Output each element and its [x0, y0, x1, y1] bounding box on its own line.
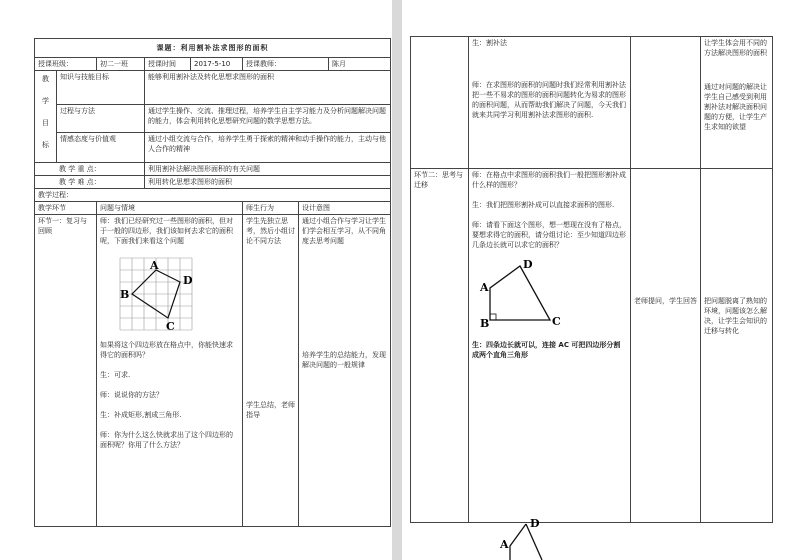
teacher-label: 授课教师： [243, 58, 329, 71]
vertex-a: A [500, 538, 509, 551]
class-value: 初二一班 [97, 58, 145, 71]
vertex-c: C [552, 315, 561, 328]
lesson-plan-table-continued [410, 36, 773, 523]
lesson-plan-table [34, 38, 391, 527]
page-title: 课题：利用割补法求图形的面积 [35, 39, 391, 58]
action-cell: 学生先独立思考，然后小组讨论不同方法 学生总结，老师指导 [243, 215, 299, 527]
header-action: 师生行为 [243, 202, 299, 215]
goal-text: 通过学生操作、交流、推理过程，培养学生自主学习能力及分析问题解决问题的能力，体会利用转化思想研究问题的数学思想方法。 [145, 105, 391, 133]
right-page [402, 0, 794, 560]
header-question: 问题与情境 [97, 202, 243, 215]
vertex-a: A [480, 281, 489, 294]
class-label: 授课班级： [35, 58, 97, 71]
goal-text: 通过小组交流与合作，培养学生勇于探索的精神和动手操作的能力，主动与他人合作的精神 [145, 133, 391, 163]
quadrilateral-figure-partial [490, 516, 570, 560]
header-intent: 设计意图 [299, 202, 391, 215]
vertex-a: A [150, 259, 159, 272]
grid-quadrilateral-figure [100, 256, 210, 332]
vertex-b: B [480, 317, 490, 330]
key-point-label: 教 学 重 点： [35, 163, 145, 176]
action-cell: 老师提问，学生回答 [631, 169, 701, 523]
goal-label: 情感态度与价值观 [57, 133, 145, 163]
goal-text: 能够利用割补法及转化思想求图形的面积 [145, 71, 391, 105]
time-value: 2017-5-10 [191, 58, 243, 71]
quadrilateral-figure [472, 260, 582, 332]
difficulty-label: 教 学 难 点： [35, 176, 145, 189]
goal-label: 知识与技能目标 [57, 71, 145, 105]
vertex-d: D [530, 517, 540, 530]
header-stage: 教学环节 [35, 202, 97, 215]
vertex-d: D [523, 260, 533, 271]
right-angle-mark [490, 314, 496, 320]
question-cell: 师：在格点中求图形的面积我们一般把图形割补成什么样的图形？ 生：我们把图形割补成可以直接求面积的图形. 师：请看下面这个图形，想一想现在没有了格点，要想求得它的面积，请分组讨论：至少知道四边形几条边长就可以求它的面积？ D A B C 生：四条边长就可以，连接 AC 可把四边形分割成两个直角三角形 [469, 169, 631, 523]
intent-cell: 把问题脱离了熟知的环境，问题该怎么解决，让学生会知识的迁移与转化 [701, 169, 773, 523]
question-cell: 师：我们已经研究过一些图形的面积，但对于一般的四边形，我们该如何去求它的面积呢，下面我们来看这个问题 A D B C 如果将这个四边形放在格点中，你能快速求得它的面积吗？ 生：可求. 师：说说你的方法？ 生：补成矩形,割成三角形. 师：你为什么这么快就求出了这个四边形的面积呢？你用了什么方法？ [97, 215, 243, 527]
vertex-c: C [166, 320, 175, 332]
question-cell: 生：割补法 师：在求图形的面积的问题时我们经常利用割补法把一些不易求的图形的面积问题转化为易求的图形的面积问题，从而帮助我们解决了问题，今天我们就来共同学习利用割补法求图形的面积. [469, 37, 631, 169]
key-point-text: 利用割补法解决图形面积的有关问题 [145, 163, 391, 176]
action-cell [631, 37, 701, 169]
goals-heading: 教 学 目 标 [35, 71, 57, 163]
vertex-b: B [120, 288, 130, 301]
stage-cell: 环节一：复习与回顾 [35, 215, 97, 527]
stage-cell [411, 37, 469, 169]
process-label: 教学过程： [35, 189, 391, 202]
quadrilateral-shape [490, 266, 550, 320]
difficulty-text: 利用转化思想求图形的面积 [145, 176, 391, 189]
time-label: 授课时间 [145, 58, 191, 71]
left-page [0, 0, 392, 560]
intent-cell: 通过小组合作与学习让学生们学会相互学习，从不同角度去思考问题 培养学生的总结能力，发现解决问题的一般规律 [299, 215, 391, 527]
teacher-value: 陈月 [329, 58, 391, 71]
vertex-d: D [183, 274, 193, 287]
goal-label: 过程与方法 [57, 105, 145, 133]
stage-cell: 环节二：思考与迁移 [411, 169, 469, 523]
intent-cell: 让学生体会用不同的方法解决图形的面积 通过对问题的解决让学生自己感受到利用割补法对解决面积问题的方便，让学生产生求知的欲望 [701, 37, 773, 169]
